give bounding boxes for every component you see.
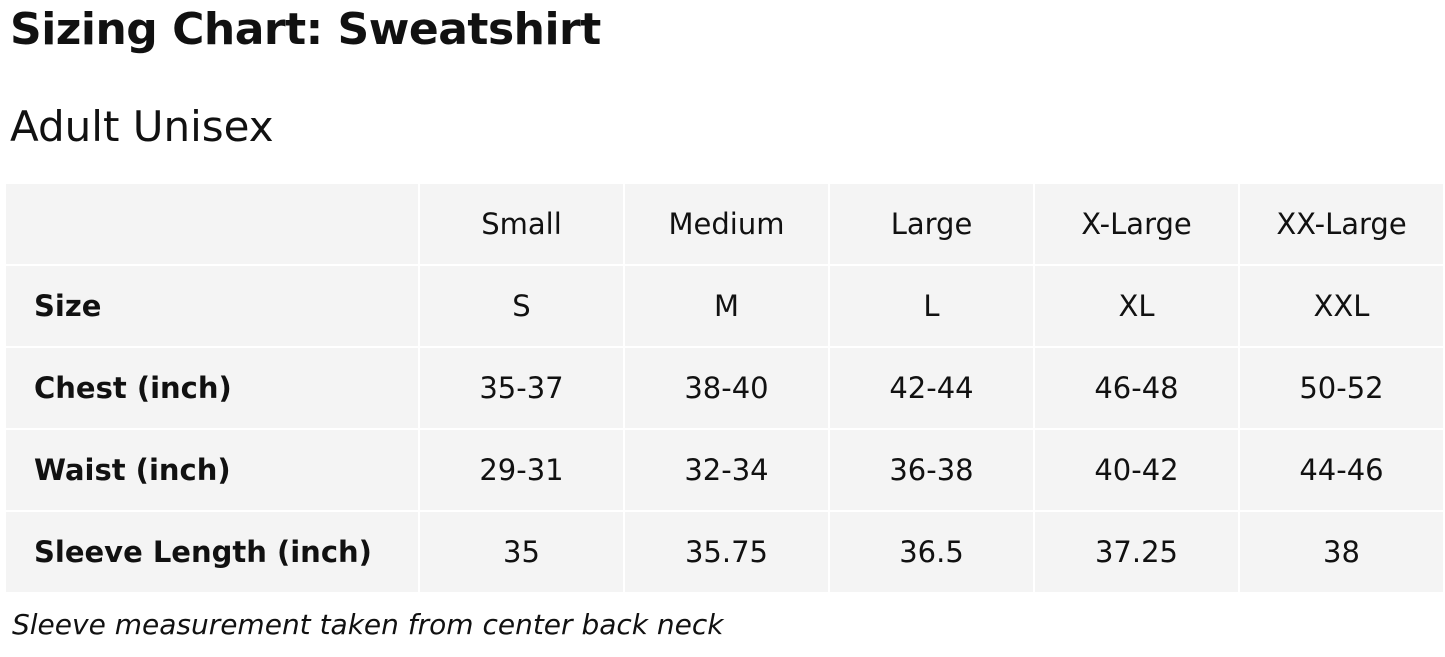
column-header-x-large: X-Large [1034, 183, 1239, 265]
column-header-large: Large [829, 183, 1034, 265]
cell-sleeve-small: 35 [419, 511, 624, 593]
sizing-chart-page [0, 4, 1445, 657]
cell-waist-x-large: 40-42 [1034, 429, 1239, 511]
table-row [5, 511, 1444, 593]
cell-waist-small: 29-31 [419, 429, 624, 511]
cell-size-xx-large: XXL [1239, 265, 1444, 347]
cell-size-large: L [829, 265, 1034, 347]
column-header-small: Small [419, 183, 624, 265]
cell-chest-large: 42-44 [829, 347, 1034, 429]
cell-size-x-large: XL [1034, 265, 1239, 347]
cell-sleeve-large: 36.5 [829, 511, 1034, 593]
row-label-sleeve-length: Sleeve Length (inch) [5, 511, 419, 593]
table-header-row [5, 183, 1444, 265]
cell-size-medium: M [624, 265, 829, 347]
row-label-waist: Waist (inch) [5, 429, 419, 511]
table-row [5, 265, 1444, 347]
cell-chest-x-large: 46-48 [1034, 347, 1239, 429]
cell-chest-xx-large: 50-52 [1239, 347, 1444, 429]
cell-size-small: S [419, 265, 624, 347]
cell-waist-medium: 32-34 [624, 429, 829, 511]
row-label-size: Size [5, 265, 419, 347]
column-header-xx-large: XX-Large [1239, 183, 1444, 265]
table-corner-cell [5, 183, 419, 265]
footnote: Sleeve measurement taken from center back neck [12, 608, 724, 641]
table-row [5, 429, 1444, 511]
column-header-medium: Medium [624, 183, 829, 265]
page-title: Sizing Chart: Sweatshirt [10, 4, 601, 55]
cell-sleeve-medium: 35.75 [624, 511, 829, 593]
row-label-chest: Chest (inch) [5, 347, 419, 429]
cell-chest-small: 35-37 [419, 347, 624, 429]
table-header [5, 183, 1444, 265]
cell-waist-xx-large: 44-46 [1239, 429, 1444, 511]
cell-sleeve-x-large: 37.25 [1034, 511, 1239, 593]
cell-sleeve-xx-large: 38 [1239, 511, 1444, 593]
cell-waist-large: 36-38 [829, 429, 1034, 511]
table-row [5, 347, 1444, 429]
page-subtitle: Adult Unisex [10, 102, 274, 151]
table-body [5, 265, 1444, 593]
sizing-table [4, 182, 1445, 594]
cell-chest-medium: 38-40 [624, 347, 829, 429]
